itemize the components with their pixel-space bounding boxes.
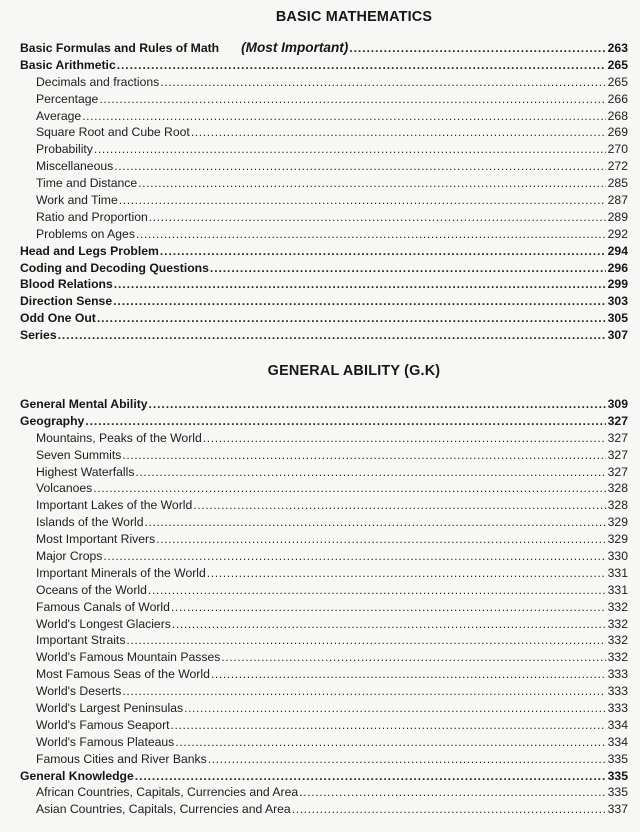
page-number: 296 xyxy=(607,260,628,275)
toc-entry-sub[interactable] xyxy=(20,175,628,192)
toc-entry-label: Percentage xyxy=(36,91,99,106)
page-number: 327 xyxy=(607,430,628,445)
toc-entry-wrap xyxy=(20,260,209,277)
toc-entry-label: Most Famous Seas of the World xyxy=(36,667,210,682)
toc-entry-label: Decimals and fractions xyxy=(36,74,160,89)
toc-entry-label: Problems on Ages xyxy=(36,226,135,241)
toc-entry-sub[interactable] xyxy=(20,717,628,734)
page-number: 268 xyxy=(607,108,628,123)
page-number: 328 xyxy=(607,498,628,513)
toc-entry-label: Geography xyxy=(20,413,85,428)
page-number: 307 xyxy=(607,328,628,343)
toc-entry-wrap xyxy=(20,327,57,344)
toc-entry-sub[interactable] xyxy=(20,700,628,717)
toc-entry-sub[interactable] xyxy=(20,124,628,141)
toc-entry-label: Direction Sense xyxy=(20,294,113,309)
toc-entry-sub[interactable] xyxy=(20,209,628,226)
page-number: 265 xyxy=(607,57,628,72)
page-number: 329 xyxy=(607,532,628,547)
toc-entry-wrap xyxy=(36,565,206,582)
toc-entry-wrap xyxy=(36,683,121,700)
page-number: 327 xyxy=(607,464,628,479)
toc-entry-sub[interactable] xyxy=(20,226,628,243)
toc-entry-wrap xyxy=(36,464,134,481)
toc-entry-label: Important Minerals of the World xyxy=(36,565,206,580)
toc-entry-label: General Mental Ability xyxy=(20,397,148,411)
toc-entry-wrap xyxy=(36,497,192,514)
toc-entry-label: Blood Relations xyxy=(20,277,113,292)
toc-entry-label: Asian Countries, Capitals, Currencies and Area xyxy=(36,802,291,817)
toc-entry-wrap xyxy=(36,226,135,243)
dot-leader xyxy=(122,447,605,464)
page-number: 292 xyxy=(607,226,628,241)
toc-entry-label: Square Root and Cube Root xyxy=(36,125,190,140)
toc-entry-label: Basic Arithmetic xyxy=(20,57,116,72)
dot-leader xyxy=(114,276,606,293)
toc-entry-label: Work and Time xyxy=(36,193,118,208)
dot-leader xyxy=(208,751,606,768)
dot-leader xyxy=(203,430,606,447)
toc-entry-wrap xyxy=(36,514,144,531)
page-number: 266 xyxy=(607,91,628,106)
toc-entry-sub[interactable] xyxy=(20,616,628,633)
toc-entry-main[interactable] xyxy=(20,243,628,260)
dot-leader xyxy=(149,209,606,226)
toc-entry-wrap xyxy=(20,276,113,293)
toc-entry-sub[interactable] xyxy=(20,497,628,514)
page-number: 331 xyxy=(607,582,628,597)
toc-entry-main[interactable] xyxy=(20,260,628,277)
toc-entry-wrap xyxy=(36,548,102,565)
dot-leader xyxy=(149,396,606,413)
toc-entry-label: Most Important Rivers xyxy=(36,532,156,547)
toc-entry-wrap xyxy=(36,751,207,768)
toc-entry-sub[interactable] xyxy=(20,801,628,818)
toc-entry-wrap xyxy=(36,599,170,616)
page-number: 331 xyxy=(607,565,628,580)
dot-leader xyxy=(160,243,606,260)
toc-entry-wrap xyxy=(36,480,92,497)
dot-leader xyxy=(114,158,605,175)
toc-entry-sub[interactable] xyxy=(20,751,628,768)
toc-entry-wrap xyxy=(36,91,98,108)
toc-entry-label: Famous Canals of World xyxy=(36,599,170,614)
page-number: 309 xyxy=(607,397,628,411)
toc-entry-sub[interactable] xyxy=(20,565,628,582)
dot-leader xyxy=(119,192,606,209)
dot-leader xyxy=(94,141,606,158)
page-number: 265 xyxy=(607,74,628,89)
dot-leader xyxy=(93,480,605,497)
toc-entry-label: African Countries, Capitals, Currencies and Area xyxy=(36,785,299,800)
toc-entry-wrap xyxy=(36,700,183,717)
toc-entry-sub[interactable] xyxy=(20,514,628,531)
page-number: 263 xyxy=(607,41,628,55)
toc-entry-label: World's Largest Peninsulas xyxy=(36,701,184,716)
toc-entry-wrap xyxy=(20,413,84,430)
toc-entry-label: Ratio and Proportion xyxy=(36,209,148,224)
toc-entry-sub[interactable] xyxy=(20,548,628,565)
toc-entry-main[interactable] xyxy=(20,768,628,785)
toc-entry-sub[interactable] xyxy=(20,784,628,801)
section-general-ability xyxy=(20,351,628,818)
dot-leader xyxy=(113,293,606,310)
toc-entry-sub[interactable] xyxy=(20,734,628,751)
toc-entry-label: Important Lakes of the World xyxy=(36,498,193,513)
page-number: 294 xyxy=(607,243,628,258)
page-number: 285 xyxy=(607,176,628,191)
toc-entry-label: Probability xyxy=(36,142,93,157)
page-number: 303 xyxy=(607,294,628,309)
dot-leader xyxy=(211,666,606,683)
toc-entry-sub[interactable] xyxy=(20,480,628,497)
page-number: 333 xyxy=(607,667,628,682)
page-number: 327 xyxy=(607,413,628,428)
toc-list xyxy=(20,40,628,344)
dot-leader xyxy=(171,599,606,616)
toc-entry-label: Coding and Decoding Questions xyxy=(20,260,209,275)
toc-entry-sub[interactable] xyxy=(20,141,628,158)
page-number: 333 xyxy=(607,684,628,699)
toc-entry-label: World's Famous Seaport xyxy=(36,717,170,732)
dot-leader xyxy=(126,632,605,649)
dot-leader xyxy=(122,683,605,700)
dot-leader xyxy=(138,175,606,192)
page-number: 335 xyxy=(607,751,628,766)
toc-entry-sub[interactable] xyxy=(20,430,628,447)
toc-entry-main[interactable] xyxy=(20,310,628,327)
toc-entry-sub[interactable] xyxy=(20,91,628,108)
page-number: 335 xyxy=(607,785,628,800)
dot-leader xyxy=(148,582,606,599)
page-number: 332 xyxy=(607,599,628,614)
page-number: 332 xyxy=(607,650,628,665)
toc-entry-wrap xyxy=(36,175,137,192)
page-number: 328 xyxy=(607,481,628,496)
toc-entry-wrap xyxy=(36,447,121,464)
toc-entry-label: General Knowledge xyxy=(20,768,134,783)
toc-entry-wrap xyxy=(20,310,96,327)
toc-entry-label: World's Famous Mountain Passes xyxy=(36,650,221,665)
dot-leader xyxy=(193,497,605,514)
toc-list xyxy=(20,396,628,818)
toc-entry-wrap xyxy=(36,616,171,633)
page-number: 270 xyxy=(607,142,628,157)
toc-entry-label: Average xyxy=(36,108,82,123)
toc-entry-wrap xyxy=(36,784,298,801)
toc-entry-label: Volcanoes xyxy=(36,481,93,496)
dot-leader xyxy=(156,531,605,548)
toc-entry-sub[interactable] xyxy=(20,464,628,481)
toc-entry-label: World's Longest Glaciers xyxy=(36,616,171,631)
toc-entry-label: Time and Distance xyxy=(36,176,138,191)
toc-entry-wrap xyxy=(20,768,134,785)
toc-entry-sub[interactable] xyxy=(20,599,628,616)
toc-entry-sub[interactable] xyxy=(20,447,628,464)
emphasis-note: (Most Important) xyxy=(241,40,349,55)
dot-leader xyxy=(103,548,605,565)
toc-entry-wrap xyxy=(36,801,291,818)
page-number: 299 xyxy=(607,277,628,292)
page-number: 269 xyxy=(607,125,628,140)
page-number: 329 xyxy=(607,515,628,530)
toc-entry-sub[interactable] xyxy=(20,158,628,175)
toc-entry-main[interactable] xyxy=(20,40,628,57)
toc-entry-label: Important Straits xyxy=(36,633,126,648)
toc-entry-wrap xyxy=(36,582,147,599)
section-basic-mathematics xyxy=(20,0,628,344)
dot-leader xyxy=(292,801,606,818)
dot-leader xyxy=(145,514,606,531)
toc-entry-label: Odd One Out xyxy=(20,311,96,326)
toc-entry-wrap xyxy=(36,531,155,548)
dot-leader xyxy=(117,57,606,74)
toc-entry-label: Series xyxy=(20,328,57,343)
page-number: 332 xyxy=(607,616,628,631)
toc-entry-wrap xyxy=(36,158,113,175)
toc-entry-sub[interactable] xyxy=(20,74,628,91)
toc-entry-sub[interactable] xyxy=(20,666,628,683)
page-number: 333 xyxy=(607,701,628,716)
toc-entry-label: Highest Waterfalls xyxy=(36,464,135,479)
toc-entry-wrap xyxy=(36,717,170,734)
toc-entry-label: World's Famous Plateaus xyxy=(36,734,175,749)
toc-entry-wrap xyxy=(36,209,148,226)
page-number: 289 xyxy=(607,209,628,224)
dot-leader xyxy=(221,649,605,666)
toc-entry-main[interactable] xyxy=(20,276,628,293)
toc-entry-main[interactable] xyxy=(20,57,628,74)
toc-entry-label: Major Crops xyxy=(36,549,103,564)
toc-entry-label: Head and Legs Problem xyxy=(20,243,159,258)
toc-entry-label: Oceans of the World xyxy=(36,582,147,597)
dot-leader xyxy=(175,734,605,751)
toc-entry-main[interactable] xyxy=(20,293,628,310)
dot-leader xyxy=(207,565,606,582)
toc-entry-main[interactable] xyxy=(20,396,628,413)
page-number: 330 xyxy=(607,549,628,564)
dot-leader xyxy=(349,40,605,57)
dot-leader xyxy=(210,260,606,277)
toc-entry-label: Seven Summits xyxy=(36,447,122,462)
dot-leader xyxy=(135,768,606,785)
dot-leader xyxy=(299,784,606,801)
toc-entry-sub[interactable] xyxy=(20,632,628,649)
dot-leader xyxy=(136,226,606,243)
dot-leader xyxy=(160,74,605,91)
toc-entry-label: Mountains, Peaks of the World xyxy=(36,430,202,445)
toc-entry-wrap xyxy=(20,40,348,57)
toc-entry-sub[interactable] xyxy=(20,683,628,700)
toc-entry-label: World's Deserts xyxy=(36,684,122,699)
dot-leader xyxy=(82,108,605,125)
toc-entry-label: Basic Formulas and Rules of Math xyxy=(20,41,220,55)
page-number: 335 xyxy=(607,768,628,783)
section-title: BASIC MATHEMATICS xyxy=(275,9,433,25)
toc-entry-main[interactable] xyxy=(20,327,628,344)
toc-entry-sub[interactable] xyxy=(20,582,628,599)
toc-entry-wrap xyxy=(36,632,125,649)
toc-entry-sub[interactable] xyxy=(20,192,628,209)
toc-entry-main[interactable] xyxy=(20,413,628,430)
toc-entry-wrap xyxy=(36,666,210,683)
page-number: 334 xyxy=(607,717,628,732)
toc-entry-wrap xyxy=(36,192,118,209)
page-number: 337 xyxy=(607,802,628,817)
dot-leader xyxy=(191,124,606,141)
dot-leader xyxy=(97,310,606,327)
dot-leader xyxy=(184,700,606,717)
page-number: 272 xyxy=(607,159,628,174)
toc-entry-sub[interactable] xyxy=(20,531,628,548)
toc-entry-wrap xyxy=(36,649,220,666)
toc-entry-label: Miscellaneous xyxy=(36,159,114,174)
toc-entry-sub[interactable] xyxy=(20,649,628,666)
dot-leader xyxy=(58,327,606,344)
section-title: GENERAL ABILITY (G.K) xyxy=(267,363,441,379)
page-number: 334 xyxy=(607,734,628,749)
toc-entry-wrap xyxy=(36,141,93,158)
toc-entry-wrap xyxy=(20,57,116,74)
dot-leader xyxy=(85,413,605,430)
page-number: 305 xyxy=(607,311,628,326)
toc-entry-wrap xyxy=(36,430,202,447)
dot-leader xyxy=(135,464,605,481)
dot-leader xyxy=(99,91,605,108)
toc-entry-label: Famous Cities and River Banks xyxy=(36,751,207,766)
page-number: 327 xyxy=(607,447,628,462)
dot-leader xyxy=(172,616,606,633)
toc-entry-label: Islands of the World xyxy=(36,515,144,530)
page-number: 287 xyxy=(607,193,628,208)
toc-entry-wrap xyxy=(36,108,81,125)
toc-entry-wrap xyxy=(36,74,159,91)
toc-entry-wrap xyxy=(20,293,112,310)
toc-entry-wrap xyxy=(20,396,148,413)
toc-entry-wrap xyxy=(36,124,190,141)
toc-entry-wrap xyxy=(36,734,174,751)
toc-entry-wrap xyxy=(20,243,159,260)
dot-leader xyxy=(171,717,606,734)
page-number: 332 xyxy=(607,633,628,648)
toc-entry-sub[interactable] xyxy=(20,108,628,125)
